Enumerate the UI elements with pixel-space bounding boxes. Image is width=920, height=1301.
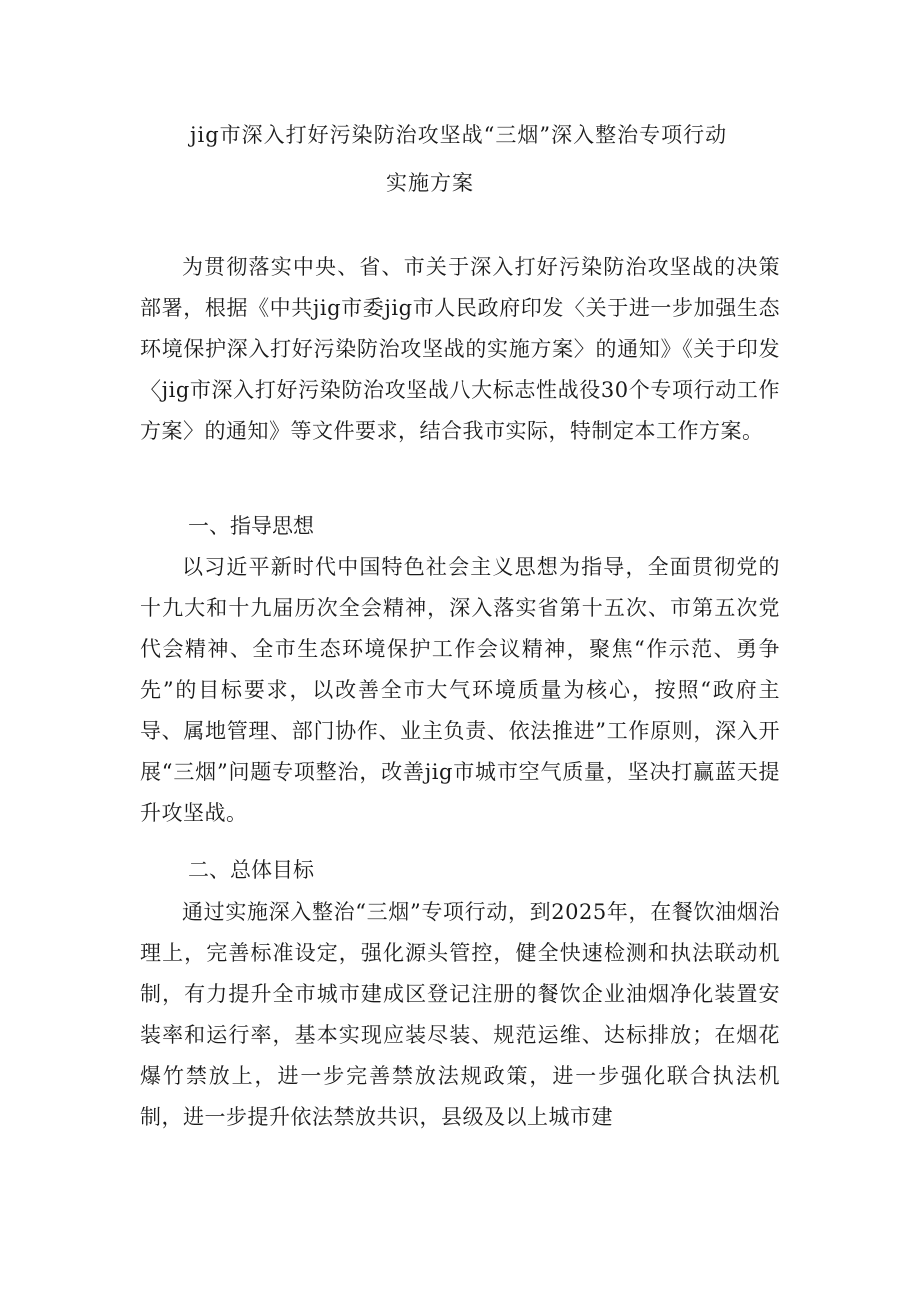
document-title-line2: 实施方案 (386, 171, 474, 195)
guiding-ideology-paragraph: 以习近平新时代中国特色社会主义思想为指导，全面贯彻党的十九大和十九届历次全会精神，深入落实省第十五次、市第五次党代会精神、全市生态环境保护工作会议精神，聚焦“作示范、勇争先”的目标要求，以改善全市大气环境质量为核心，按照“政府主导、属地管理、部门协作、业主负责、依法推进”工作原则，深入开展“三烟”问题专项整治，改善jig市城市空气质量，坚决打赢蓝天提升攻坚战。 (140, 555, 780, 825)
overall-goals-paragraph: 通过实施深入整治“三烟”专项行动，到2025年，在餐饮油烟治理上，完善标准设定，强化源头管控，健全快速检测和执法联动机制，有力提升全市城市建成区登记注册的餐饮企业油烟净化装置安装率和运行率，基本实现应装尽装、规范运维、达标排放；在烟花爆竹禁放上，进一步完善禁放法规政策，进一步强化联合执法机制，进一步提升依法禁放共识，县级及以上城市建 (140, 900, 780, 1129)
section-heading-overall-goals: 二、总体目标 (188, 858, 314, 882)
section-heading-guiding-ideology: 一、指导思想 (188, 514, 314, 538)
intro-paragraph: 为贯彻落实中央、省、市关于深入打好污染防治攻坚战的决策部署，根据《中共jig市委jig市人民政府印发〈关于进一步加强生态环境保护深入打好污染防治攻坚战的实施方案〉的通知》《关于印发〈jig市深入打好污染防治攻坚战八大标志性战役30个专项行动工作方案〉的通知》等文件要求，结合我市实际，特制定本工作方案。 (140, 255, 780, 443)
document-title-line1: jig市深入打好污染防治攻坚战“三烟”深入整治专项行动 (190, 123, 728, 147)
